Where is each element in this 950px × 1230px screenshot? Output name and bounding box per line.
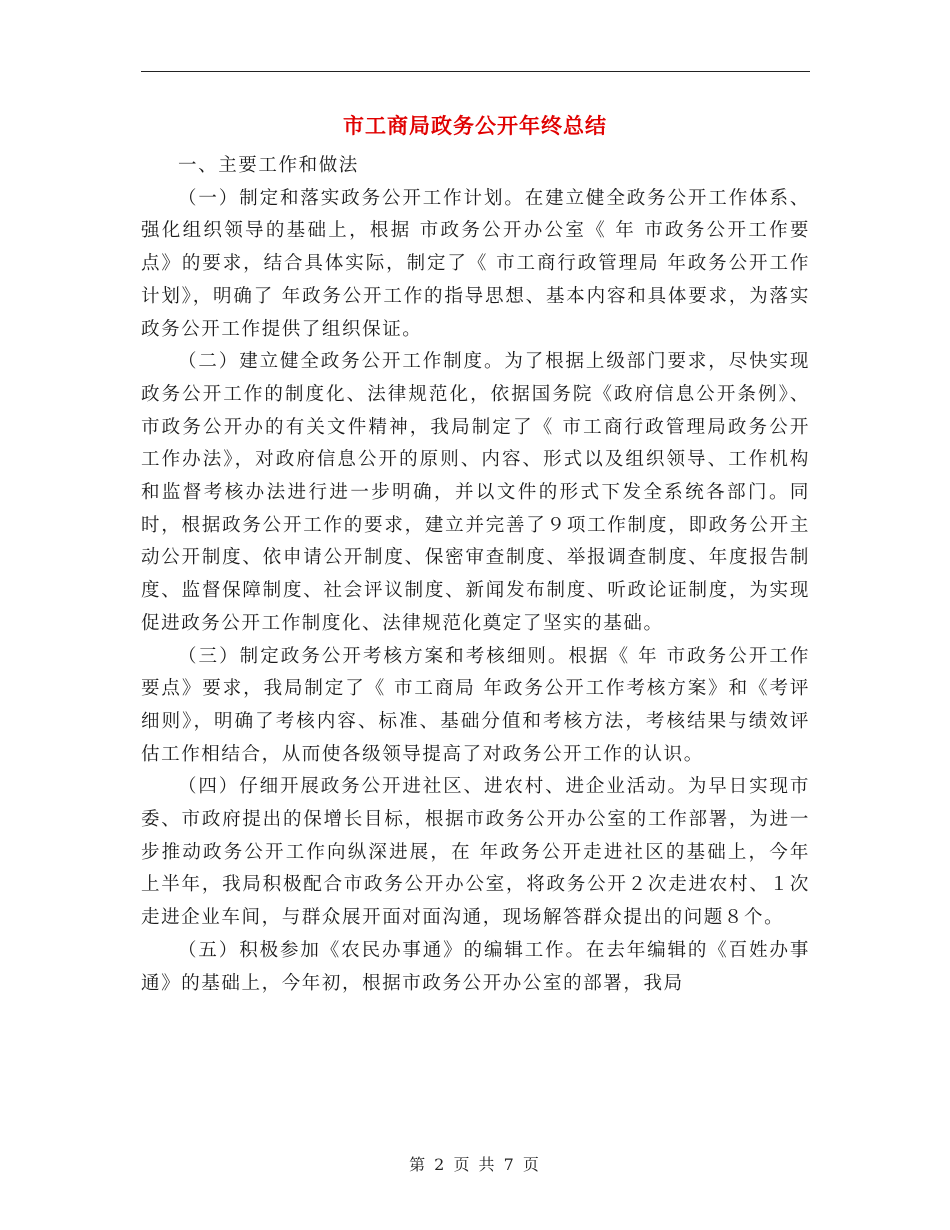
header-rule xyxy=(141,71,810,72)
page-number: 第 2 页 共 7 页 xyxy=(409,1155,541,1174)
paragraph: （五）积极参加《农民办事通》的编辑工作。在去年编辑的《百姓办事通》的基础上，今年初，根据市政务公开办公室的部署，我局 xyxy=(141,939,810,994)
document-body xyxy=(141,150,810,1000)
document-title: 市工商局政务公开年终总结 xyxy=(343,113,607,138)
section-heading: 一、主要工作和做法 xyxy=(178,155,359,176)
paragraph: （四）仔细开展政务公开进社区、进农村、进企业活动。为早日实现市委、市政府提出的保增长目标，根据市政务公开办公室的工作部署，为进一步推动政务公开工作向纵深进展，在 年政务公开走进社区的基础上，今年上半年，我局积极配合市政务公开办公室，将政务公开２次走进农村、１次走进企业车间，与群众展开面对面沟通，现场解答群众提出的问题８个。 xyxy=(141,776,810,929)
paragraph: （三）制定政务公开考核方案和考核细则。根据《 年 市政务公开工作要点》要求，我局制定了《 市工商局 年政务公开工作考核方案》和《考评细则》，明确了考核内容、标准、基础分值和考核方法，考核结果与绩效评估工作相结合，从而使各级领导提高了对政务公开工作的认识。 xyxy=(141,645,810,765)
paragraph: （二）建立健全政务公开工作制度。为了根据上级部门要求，尽快实现政务公开工作的制度化、法律规范化，依据国务院《政府信息公开条例》、市政务公开办的有关文件精神，我局制定了《 市工商行政管理局政务公开工作办法》，对政府信息公开的原则、内容、形式以及组织领导、工作机构和监督考核办法进行进一步明确，并以文件的形式下发全系统各部门。同时，根据政务公开工作的要求，建立并完善了９项工作制度，即政务公开主动公开制度、依申请公开制度、保密审查制度、举报调查制度、年度报告制度、监督保障制度、社会评议制度、新闻发布制度、听政论证制度，为实现促进政务公开工作制度化、法律规范化奠定了坚实的基础。 xyxy=(141,351,810,634)
paragraph: （一）制定和落实政务公开工作计划。在建立健全政务公开工作体系、强化组织领导的基础上，根据 市政务公开办公室《 年 市政务公开工作要点》的要求，结合具体实际，制定了《 市工商行政管理局 年政务公开工作计划》，明确了 年政务公开工作的指导思想、基本内容和具体要求，为落实政务公开工作提供了组织保证。 xyxy=(141,187,810,340)
